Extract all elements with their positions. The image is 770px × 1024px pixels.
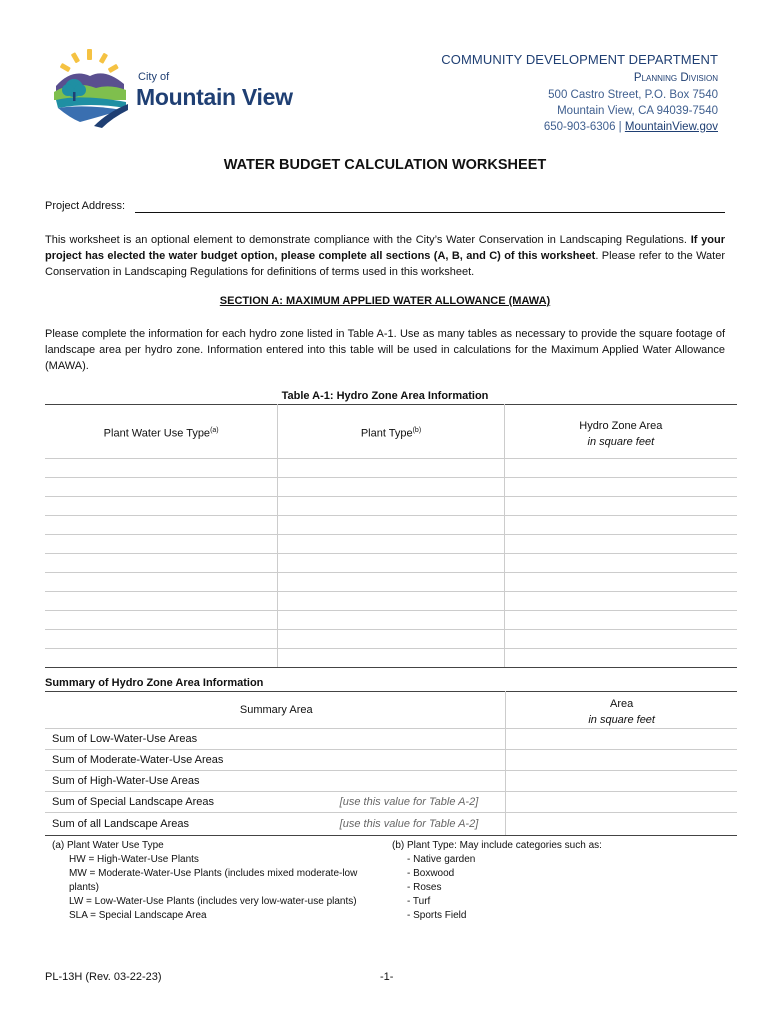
- contact-line: [544, 121, 718, 133]
- table-row: [45, 630, 737, 649]
- project-address-label: Project Address:: [45, 200, 126, 212]
- summary-row-label: Sum of High-Water-Use Areas: [45, 771, 313, 792]
- page-title: WATER BUDGET CALCULATION WORKSHEET: [223, 157, 547, 173]
- summary-row-note: [313, 771, 506, 792]
- summary-row-label: Sum of Special Landscape Areas: [45, 792, 313, 813]
- plant-water-use-cell[interactable]: [45, 649, 278, 668]
- hydro-zone-area-cell[interactable]: [504, 649, 737, 668]
- table-row: [45, 611, 737, 630]
- plant-type-cell[interactable]: [278, 535, 504, 554]
- plant-type-cell[interactable]: [278, 516, 504, 535]
- plant-type-cell[interactable]: [278, 592, 504, 611]
- plant-type-cell[interactable]: [278, 573, 504, 592]
- plant-water-use-cell[interactable]: [45, 611, 278, 630]
- plant-water-use-cell[interactable]: [45, 630, 278, 649]
- plant-type-cell[interactable]: [278, 459, 504, 478]
- section-a-heading: SECTION A: MAXIMUM APPLIED WATER ALLOWANCE (MAWA): [219, 295, 551, 307]
- summary-row-note: [use this value for Table A-2]: [313, 792, 506, 813]
- plant-type-cell[interactable]: [278, 630, 504, 649]
- summary-row: [45, 813, 737, 836]
- table-row: [45, 535, 737, 554]
- plant-water-use-cell[interactable]: [45, 497, 278, 516]
- city-logo: [50, 46, 130, 128]
- plant-type-cell[interactable]: [278, 649, 504, 668]
- plant-water-use-cell[interactable]: [45, 535, 278, 554]
- summary-header-right: Area in square feet: [506, 692, 737, 729]
- table-row: [45, 497, 737, 516]
- note-b-item: - Sports Field: [407, 910, 467, 921]
- summary-title: Summary of Hydro Zone Area Information: [45, 677, 264, 689]
- intro-text-1: This worksheet is an optional element to demonstrate compliance with the City’s Water Conservation in Landscaping Regulations.: [45, 234, 691, 246]
- summary-area-cell[interactable]: [506, 771, 737, 792]
- note-b-item: - Native garden: [407, 854, 476, 865]
- hydro-zone-area-cell[interactable]: [504, 478, 737, 497]
- summary-row-note: [313, 750, 506, 771]
- plant-type-cell[interactable]: [278, 611, 504, 630]
- plant-type-cell[interactable]: [278, 478, 504, 497]
- summary-area-cell[interactable]: [506, 813, 737, 836]
- summary-row-note: [use this value for Table A-2]: [313, 813, 506, 836]
- note-b: [392, 839, 692, 923]
- hydro-zone-area-cell[interactable]: [504, 630, 737, 649]
- table-row: [45, 516, 737, 535]
- summary-row-label: Sum of Moderate-Water-Use Areas: [45, 750, 313, 771]
- hydro-zone-area-cell[interactable]: [504, 459, 737, 478]
- website-link[interactable]: MountainView.gov: [624, 121, 718, 133]
- hydro-zone-area-cell[interactable]: [504, 592, 737, 611]
- plant-type-cell[interactable]: [278, 554, 504, 573]
- hydro-zone-area-cell[interactable]: [504, 611, 737, 630]
- plant-type-cell[interactable]: [278, 497, 504, 516]
- col-header-plant-type: Plant Type$^{(b)}$: [278, 405, 504, 459]
- note-b-item: - Turf: [407, 896, 431, 907]
- col-header-hydro-zone-area: Hydro Zone Area in square feet: [504, 405, 737, 459]
- hydro-zone-area-cell[interactable]: [504, 554, 737, 573]
- summary-header-left: Summary Area: [45, 692, 313, 729]
- address-line-2: Mountain View, CA 94039-7540: [557, 105, 718, 117]
- summary-area-cell[interactable]: [506, 750, 737, 771]
- summary-row: [45, 729, 737, 750]
- summary-table: [45, 691, 737, 836]
- hydro-zone-area-cell[interactable]: [504, 535, 737, 554]
- page-number: -1-: [380, 971, 394, 983]
- address-line-1: 500 Castro Street, P.O. Box 7540: [548, 89, 718, 101]
- summary-row: [45, 792, 737, 813]
- department-name: COMMUNITY DEVELOPMENT DEPARTMENT: [441, 52, 718, 67]
- form-id: PL-13H (Rev. 03-22-23): [45, 971, 162, 983]
- table-row: [45, 649, 737, 668]
- table-row: [45, 478, 737, 497]
- hydro-zone-table: [45, 404, 737, 668]
- hydro-zone-area-cell[interactable]: [504, 497, 737, 516]
- phone-number: 650-903-6306 |: [543, 121, 625, 133]
- summary-row-label: Sum of Low-Water-Use Areas: [45, 729, 313, 750]
- section-a-instructions: Please complete the information for each hydro zone listed in Table A-1. Use as many tables as necessary to provide the square footage of landscape area per hydro zone. Information entered into this table will be used in calculations for the Maximum Applied Water Allowance (MAWA).: [45, 328, 725, 372]
- summary-row-note: [313, 729, 506, 750]
- note-a-item: MW = Moderate-Water-Use Plants (includes mixed moderate-low plants): [69, 868, 358, 893]
- note-a-item: HW = High-Water-Use Plants: [69, 854, 199, 865]
- logo-wordmark: Mountain View: [136, 84, 293, 110]
- plant-water-use-cell[interactable]: [45, 573, 278, 592]
- summary-row: [45, 750, 737, 771]
- project-address-field[interactable]: [135, 212, 725, 213]
- note-a-item: SLA = Special Landscape Area: [69, 910, 207, 921]
- logo-city-of: City of: [138, 71, 170, 83]
- note-a: [52, 839, 382, 923]
- plant-water-use-cell[interactable]: [45, 478, 278, 497]
- plant-water-use-cell[interactable]: [45, 516, 278, 535]
- plant-water-use-cell[interactable]: [45, 592, 278, 611]
- summary-area-cell[interactable]: [506, 792, 737, 813]
- division-name: Planning Division: [633, 72, 718, 84]
- intro-paragraph: [45, 232, 725, 280]
- table-row: [45, 554, 737, 573]
- note-b-item: - Roses: [407, 882, 442, 893]
- table-a1-caption: Table A-1: Hydro Zone Area Information: [281, 390, 489, 402]
- table-row: [45, 592, 737, 611]
- table-row: [45, 573, 737, 592]
- plant-water-use-cell[interactable]: [45, 554, 278, 573]
- summary-row-label: Sum of all Landscape Areas: [45, 813, 313, 836]
- hydro-zone-area-cell[interactable]: [504, 573, 737, 592]
- summary-row: [45, 771, 737, 792]
- summary-area-cell[interactable]: [506, 729, 737, 750]
- intro-bold-text: If your project has elected the water budget option, please complete all sections (A, B, and C) of this worksheet: [45, 234, 725, 262]
- col-header-plant-water-use: Plant Water Use Type$^{(a)}$: [45, 405, 278, 459]
- plant-water-use-cell[interactable]: [45, 459, 278, 478]
- intro-text-2: . Please refer to the Water Conservation in Landscaping Regulations for definitions of terms used in this worksheet.: [45, 250, 726, 278]
- note-a-item: LW = Low-Water-Use Plants (includes very low-water-use plants): [69, 896, 357, 907]
- note-a-title: (a) Plant Water Use Type: [52, 840, 164, 851]
- note-b-item: - Boxwood: [407, 868, 455, 879]
- table-row: [45, 459, 737, 478]
- hydro-zone-area-cell[interactable]: [504, 516, 737, 535]
- note-b-title: (b) Plant Type: May include categories such as:: [392, 840, 602, 851]
